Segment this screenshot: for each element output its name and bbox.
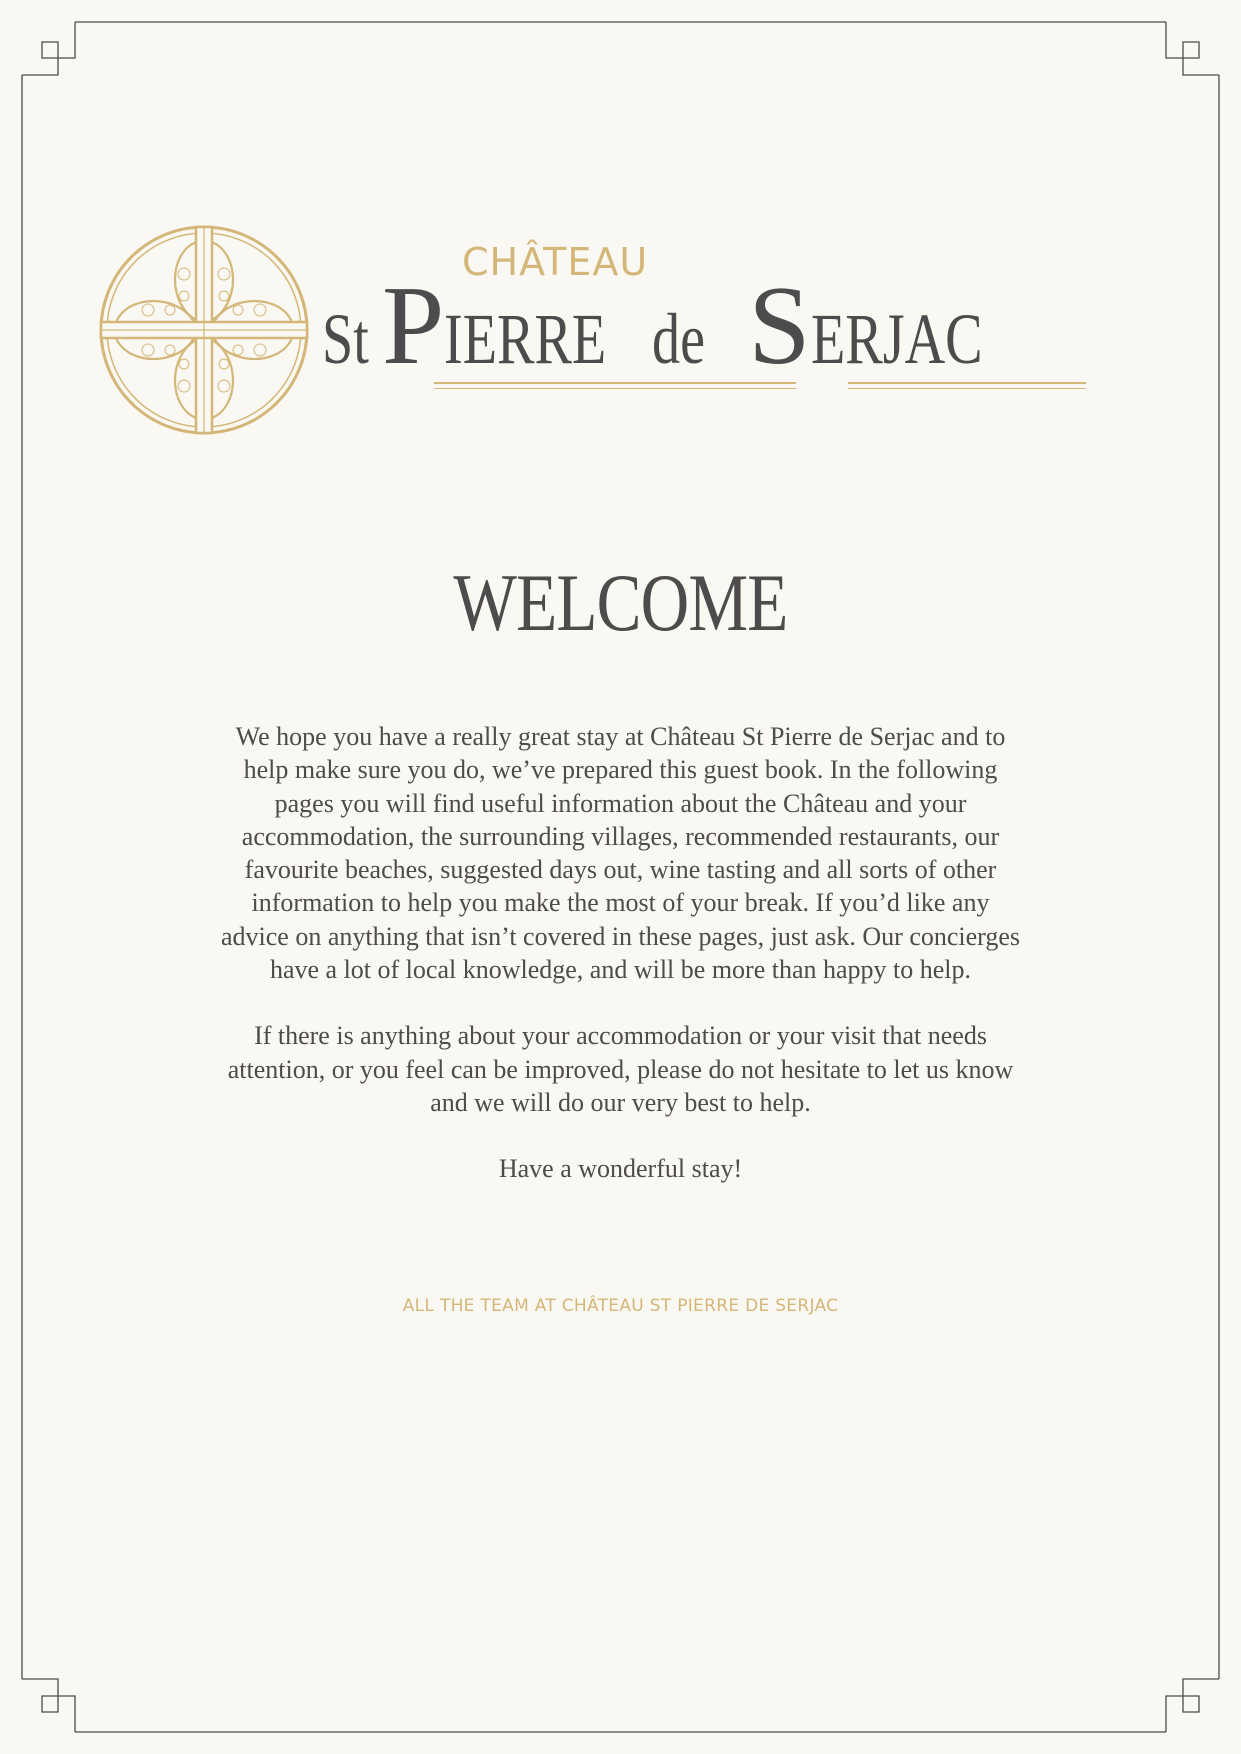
brand-part-s: S	[720, 264, 811, 388]
brand-wordmark	[322, 262, 1092, 391]
paragraph-closing: Have a wonderful stay!	[498, 1154, 743, 1184]
brand-underline-left-thin	[434, 388, 796, 389]
brand-part-st: St	[322, 299, 369, 379]
brand-chateau-label: CHÂTEAU	[462, 240, 649, 284]
signature: ALL THE TEAM AT CHÂTEAU ST PIERRE DE SERJAC	[402, 1296, 839, 1316]
paragraph-feedback: If there is anything about your accommodation or your visit that needs attention, or you feel can be improved, please do not hesitate to let us know and we will do our very best to help.	[227, 1021, 1014, 1117]
paragraph-intro: We hope you have a really great stay at Château St Pierre de Serjac and to help make sure you do, we’ve prepared this guest book. In the following pages you will find useful information about the Château and your accommodation, the surrounding villages, recommended restaurants, our favourite beaches, suggested days out, wine tasting and all sorts of other information to help you make the most of your break. If you’d like any advice on anything that isn’t covered in these pages, just ask. Our concierges have a lot of local knowledge, and will be more than happy to help.	[220, 722, 1021, 985]
brand-underline-right	[848, 382, 1086, 384]
page-title: WELCOME	[453, 557, 788, 648]
brand-part-de: de	[652, 299, 706, 379]
chateau-emblem-icon	[98, 224, 310, 436]
brand-part-erjac: ERJAC	[810, 299, 983, 379]
welcome-message	[220, 720, 1021, 1219]
brand-part-p: P	[382, 264, 445, 388]
brand-underline-right-thin	[848, 388, 1086, 389]
brand-underline-left	[434, 382, 796, 384]
brand-part-ierre: IERRE	[444, 299, 607, 379]
